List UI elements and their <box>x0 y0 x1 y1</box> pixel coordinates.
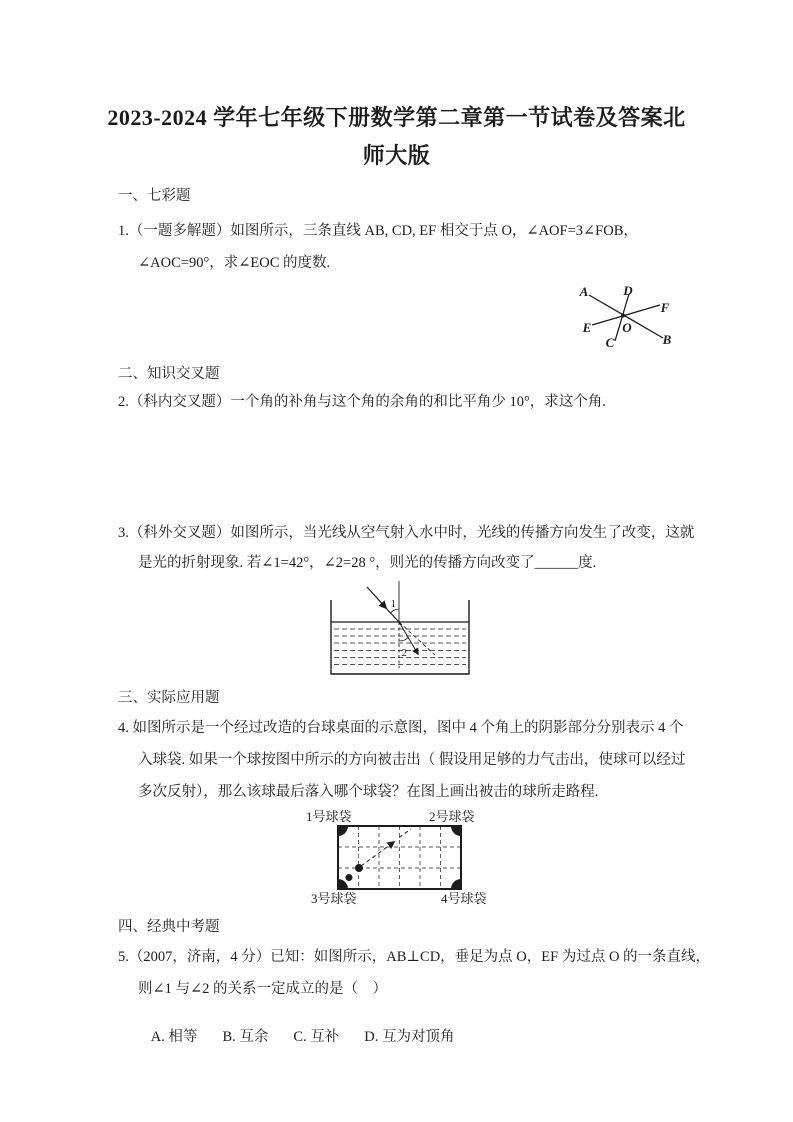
angle2-label: 2 <box>401 647 407 659</box>
pocket-top-right <box>451 826 461 836</box>
question-4-line-3: 多次反射），那么该球最后落入哪个球袋？在图上画出被击的球所走路程. <box>138 784 599 800</box>
question-3-line-2: 是光的折射现象. 若∠1=42°，∠2=28 °，则光的传播方向改变了______度. <box>138 555 597 571</box>
option-a: A. 相等 <box>150 1029 198 1045</box>
pocket-bottom-left <box>338 879 348 889</box>
section-heading-4: 四、经典中考题 <box>118 919 220 935</box>
water-hatching <box>334 629 466 665</box>
figure1-label-o: O <box>622 320 632 335</box>
question-2-line-1: 2.（科内交叉题）一个角的补角与这个角的余角的和比平角少 10°，求这个角. <box>118 394 606 410</box>
section-heading-3: 三、实际应用题 <box>118 690 220 706</box>
water-tank <box>331 600 469 674</box>
document-title-line1: 2023-2024 学年七年级下册数学第二章第一节试卷及答案北 <box>107 105 686 130</box>
figure1-label-a: A <box>579 284 589 299</box>
figure1-label-b: B <box>662 332 672 347</box>
figure-light-refraction <box>318 578 474 678</box>
option-d: D. 互为对顶角 <box>364 1029 455 1045</box>
question-5-options <box>137 1008 480 1063</box>
question-5-line-1: 5.（2007，济南，4 分）已知：如图所示，AB⊥CD，垂足为点 O，EF 为过点 O 的一条直线， <box>118 949 711 965</box>
question-5-line-2: 则∠1 与∠2 的关系一定成立的是（ ） <box>138 981 388 997</box>
pocket2-label: 2号球袋 <box>429 809 475 824</box>
question-3-line-1: 3.（科外交叉题）如图所示，当光线从空气射入水中时，光线的传播方向发生了改变，这就 <box>118 525 695 541</box>
angle2-arc <box>399 638 408 642</box>
table-grid <box>338 826 461 889</box>
intersection-point-o <box>621 314 625 318</box>
figure1-label-d: D <box>623 283 633 298</box>
figure1-label-c: C <box>605 335 615 350</box>
angle1-label: 1 <box>390 598 396 610</box>
figure1-label-f: F <box>660 300 670 315</box>
pocket4-label: 4号球袋 <box>441 891 487 906</box>
option-c: C. 互补 <box>293 1029 340 1045</box>
incident-ray-arrow <box>367 587 386 608</box>
figure-billiard-table <box>300 806 496 908</box>
shot-direction-arrow <box>361 842 394 866</box>
figure1-label-e: E <box>582 320 592 335</box>
document-title-line2: 师大版 <box>362 143 431 168</box>
pocket-bottom-right <box>451 879 461 889</box>
option-b: B. 互余 <box>222 1029 269 1045</box>
question-4-line-1: 4. 如图所示是一个经过改造的台球桌面的示意图，图中 4 个角上的阴影部分分别表示 4 个 <box>118 720 684 736</box>
pocket3-label: 3号球袋 <box>311 891 357 906</box>
question-1-line-2: ∠AOC=90°，求∠EOC 的度数. <box>138 255 331 271</box>
question-1-line-1: 1.（一题多解题）如图所示，三条直线 AB, CD, EF 相交于点 O，∠AOF=3∠FOB， <box>118 223 638 239</box>
section-heading-2: 二、知识交叉题 <box>118 366 220 382</box>
question-4-line-2: 入球袋. 如果一个球按图中所示的方向被击出（ 假设用足够的力气击出，使球可以经过 <box>138 752 686 768</box>
second-ball <box>346 874 353 881</box>
section-heading-1: 一、七彩题 <box>118 188 191 204</box>
shot-direction-dashes <box>399 829 411 838</box>
figure-intersecting-lines <box>565 278 680 353</box>
pocket-top-left <box>338 826 348 836</box>
pocket1-label: 1号球袋 <box>306 809 352 824</box>
